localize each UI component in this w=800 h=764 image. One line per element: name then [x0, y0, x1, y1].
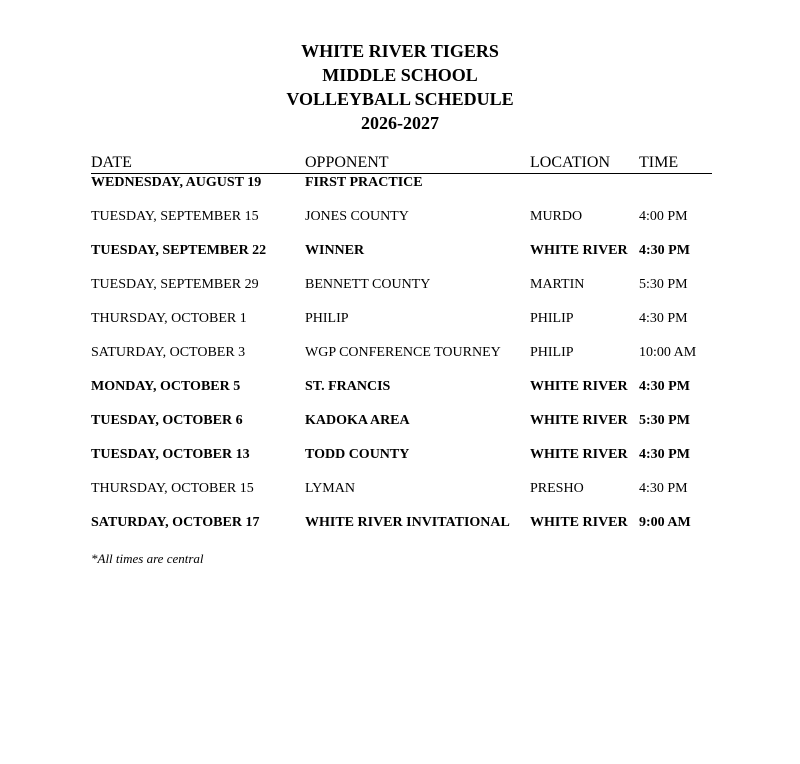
row-location: MARTIN — [530, 277, 585, 292]
row-date: TUESDAY, SEPTEMBER 29 — [91, 277, 259, 292]
document-title — [0, 39, 800, 135]
row-location: WHITE RIVER — [530, 413, 628, 428]
table-row — [91, 302, 712, 336]
table-row — [91, 174, 712, 200]
row-opponent: LYMAN — [305, 481, 355, 496]
row-time: 4:30 PM — [639, 379, 690, 394]
row-location: WHITE RIVER — [530, 447, 628, 462]
row-opponent: ST. FRANCIS — [305, 379, 391, 394]
row-date: SATURDAY, OCTOBER 17 — [91, 515, 260, 530]
table-row — [91, 200, 712, 234]
title-line-season: 2026-2027 — [361, 113, 439, 133]
table-row — [91, 404, 712, 438]
row-opponent: BENNETT COUNTY — [305, 277, 431, 292]
row-opponent: PHILIP — [305, 311, 349, 326]
row-time: 10:00 AM — [639, 345, 697, 360]
title-line-school: MIDDLE SCHOOL — [322, 65, 478, 85]
row-time: 5:30 PM — [639, 277, 688, 292]
row-location: PRESHO — [530, 481, 584, 496]
row-time: 4:30 PM — [639, 311, 688, 326]
row-location: WHITE RIVER — [530, 379, 628, 394]
table-row — [91, 438, 712, 472]
column-header-date: DATE — [91, 154, 132, 171]
table-row — [91, 370, 712, 404]
title-line-sport: VOLLEYBALL SCHEDULE — [286, 89, 514, 109]
row-date: MONDAY, OCTOBER 5 — [91, 379, 241, 394]
row-time: 4:00 PM — [639, 209, 688, 224]
row-time: 4:30 PM — [639, 243, 690, 258]
row-time: 4:30 PM — [639, 481, 688, 496]
row-date: TUESDAY, OCTOBER 13 — [91, 447, 250, 462]
row-location: PHILIP — [530, 311, 574, 326]
row-opponent: JONES COUNTY — [305, 209, 409, 224]
footnote: *All times are central — [91, 551, 204, 566]
row-time: 5:30 PM — [639, 413, 690, 428]
table-row — [91, 472, 712, 506]
table-row — [91, 336, 712, 370]
row-opponent: TODD COUNTY — [305, 447, 410, 462]
column-header-time: TIME — [639, 154, 679, 171]
row-date: THURSDAY, OCTOBER 1 — [91, 311, 247, 326]
table-header — [91, 153, 712, 174]
row-date: WEDNESDAY, AUGUST 19 — [91, 175, 262, 190]
row-location: WHITE RIVER — [530, 243, 628, 258]
column-header-opponent: OPPONENT — [305, 154, 389, 171]
row-location: PHILIP — [530, 345, 574, 360]
row-opponent: KADOKA AREA — [305, 413, 410, 428]
row-time: 9:00 AM — [639, 515, 691, 530]
row-date: TUESDAY, OCTOBER 6 — [91, 413, 243, 428]
table-row — [91, 234, 712, 268]
column-header-location: LOCATION — [530, 154, 610, 171]
row-opponent: WHITE RIVER INVITATIONAL — [305, 515, 510, 530]
row-date: THURSDAY, OCTOBER 15 — [91, 481, 254, 496]
table-row — [91, 506, 712, 540]
row-date: TUESDAY, SEPTEMBER 22 — [91, 243, 267, 258]
row-opponent: FIRST PRACTICE — [305, 175, 423, 190]
table-row — [91, 268, 712, 302]
row-opponent: WINNER — [305, 243, 365, 258]
row-time: 4:30 PM — [639, 447, 690, 462]
title-line-team: WHITE RIVER TIGERS — [301, 41, 499, 61]
row-location: MURDO — [530, 209, 583, 224]
row-date: TUESDAY, SEPTEMBER 15 — [91, 209, 259, 224]
row-opponent: WGP CONFERENCE TOURNEY — [305, 345, 501, 360]
row-date: SATURDAY, OCTOBER 3 — [91, 345, 246, 360]
schedule-table — [91, 153, 712, 540]
row-location: WHITE RIVER — [530, 515, 628, 530]
